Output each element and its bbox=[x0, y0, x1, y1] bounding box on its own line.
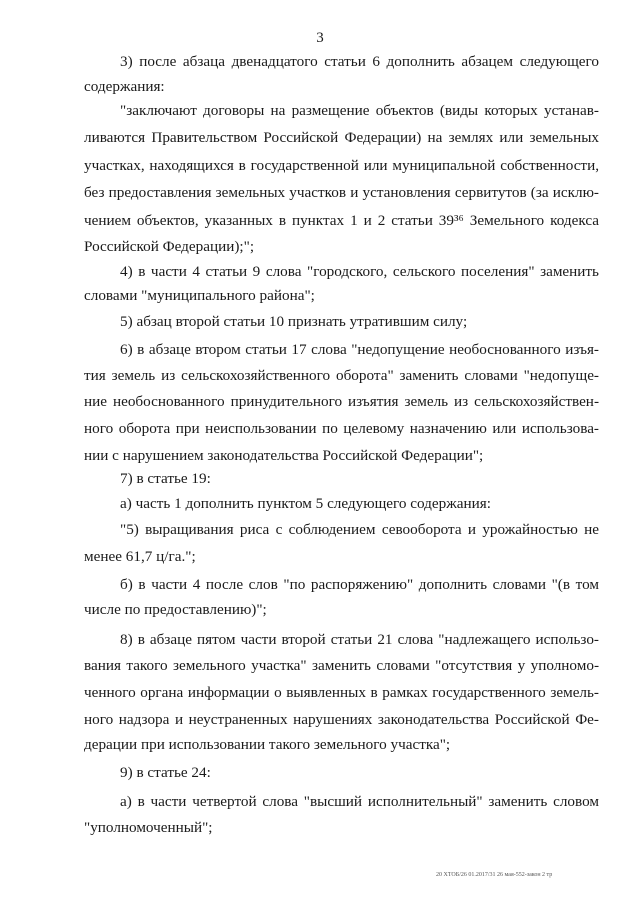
text-line: вания такого земельного участка" заменить словами "отсутствия у уполномо- bbox=[84, 657, 599, 674]
text-line: ливаются Правительством Российской Федерации) на землях или земельных bbox=[84, 129, 599, 146]
text-line: ного надзора и неустраненных нарушениях законодательства Российской Фе- bbox=[84, 711, 599, 728]
text-line: 6) в абзаце втором статьи 17 слова "недопущение необоснованного изъя- bbox=[120, 341, 599, 358]
text-line: а) в части четвертой слова "высший исполнительный" заменить словом bbox=[120, 793, 599, 810]
text-line: содержания: bbox=[84, 78, 165, 95]
text-line: а) часть 1 дополнить пунктом 5 следующего содержания: bbox=[120, 495, 491, 512]
text-line: 4) в части 4 статьи 9 слова "городского, сельского поселения" заменить bbox=[120, 263, 599, 280]
text-line: чением объектов, указанных в пунктах 1 и 2 статьи 39³⁶ Земельного кодекса bbox=[84, 212, 599, 229]
text-line: словами "муниципального района"; bbox=[84, 287, 315, 304]
text-line: 9) в статье 24: bbox=[120, 764, 211, 781]
text-line: нии с нарушением законодательства Российской Федерации"; bbox=[84, 447, 484, 464]
footer-stamp: 20 ХТОБ/26 01.2017/31 26 мая-552-закон 2 тр bbox=[436, 872, 553, 878]
text-line: ченного органа информации о выявленных в рамках государственного земель- bbox=[84, 684, 599, 701]
text-line: "заключают договоры на размещение объектов (виды которых устанав- bbox=[120, 102, 599, 119]
text-line: ние необоснованного принудительного изъятия земель из сельскохозяйствен- bbox=[84, 393, 599, 410]
text-line: менее 61,7 ц/га."; bbox=[84, 548, 196, 565]
text-line: 3) после абзаца двенадцатого статьи 6 дополнить абзацем следующего bbox=[120, 53, 599, 70]
text-line: ного оборота при неиспользовании по целевому назначению или использова- bbox=[84, 420, 599, 437]
text-line: "уполномоченный"; bbox=[84, 819, 213, 836]
text-line: 8) в абзаце пятом части второй статьи 21 слова "надлежащего использо- bbox=[120, 631, 599, 648]
text-line: числе по предоставлению)"; bbox=[84, 601, 267, 618]
text-line: участках, находящихся в государственной или муниципальной собственности, bbox=[84, 157, 599, 174]
text-line: "5) выращивания риса с соблюдением севооборота и урожайностью не bbox=[120, 521, 599, 538]
text-line: 7) в статье 19: bbox=[120, 470, 211, 487]
text-line: тия земель из сельскохозяйственного оборота" заменить словами "недопуще- bbox=[84, 367, 599, 384]
text-line: б) в части 4 после слов "по распоряжению" дополнить словами "(в том bbox=[120, 576, 599, 593]
text-line: Российской Федерации);"; bbox=[84, 238, 255, 255]
text-line: дерации при использовании такого земельного участка"; bbox=[84, 736, 451, 753]
text-line: 5) абзац второй статьи 10 признать утратившим силу; bbox=[120, 313, 468, 330]
text-line: без предоставления земельных участков и установления сервитутов (за исклю- bbox=[84, 184, 599, 201]
page-number: 3 bbox=[316, 30, 324, 46]
